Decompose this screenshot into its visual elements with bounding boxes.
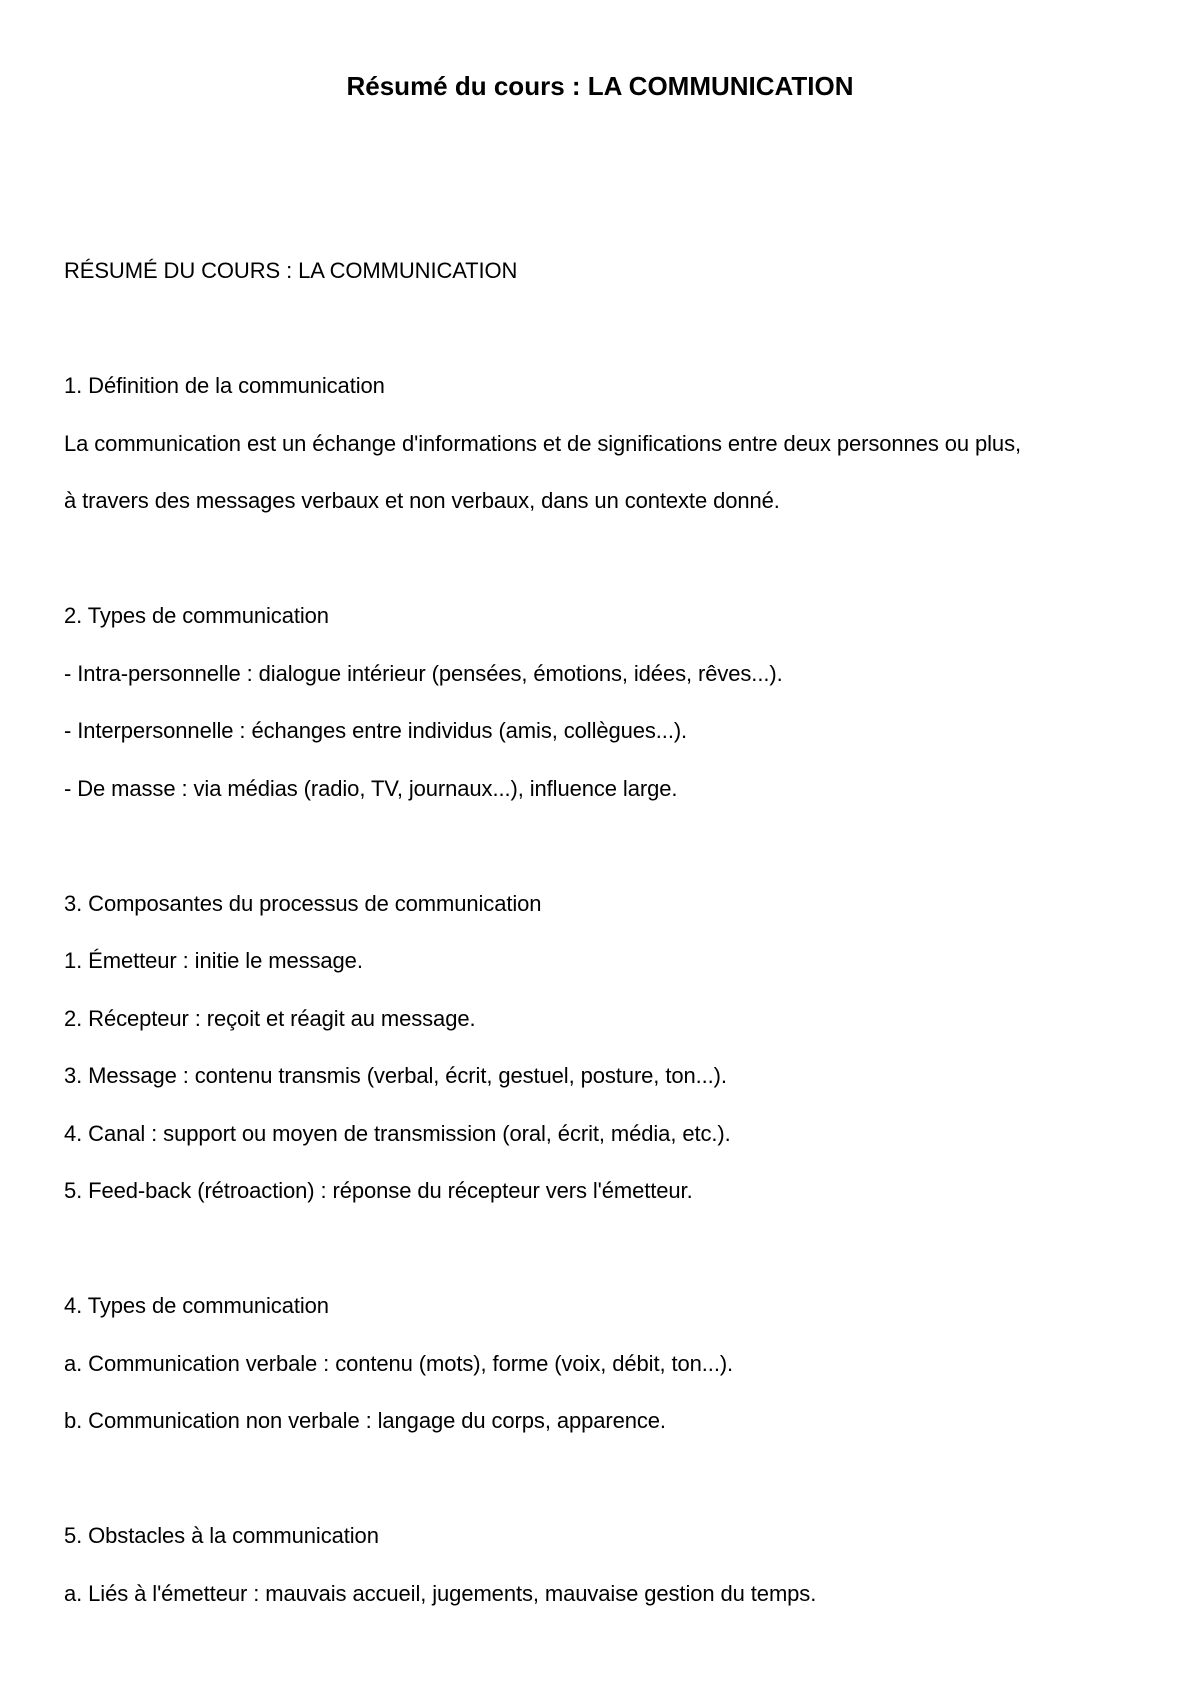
document-title: Résumé du cours : LA COMMUNICATION bbox=[346, 71, 854, 101]
list-item: - De masse : via médias (radio, TV, journaux...), influence large. bbox=[64, 775, 678, 801]
blank-line bbox=[64, 817, 1154, 875]
section-heading-components: 3. Composantes du processus de communication bbox=[64, 890, 542, 916]
paragraph-line: à travers des messages verbaux et non verbaux, dans un contexte donné. bbox=[64, 488, 780, 513]
list-item: a. Liés à l'émetteur : mauvais accueil, jugements, mauvaise gestion du temps. bbox=[64, 1580, 817, 1606]
section-heading-types: 2. Types de communication bbox=[64, 603, 329, 628]
blank-line bbox=[64, 1450, 1154, 1508]
list-item: 4. Canal : support ou moyen de transmission (oral, écrit, média, etc.). bbox=[64, 1120, 731, 1146]
list-item: - Intra-personnelle : dialogue intérieur (pensées, émotions, idées, rêves...). bbox=[64, 660, 783, 686]
document-body bbox=[64, 242, 1154, 1622]
blank-line bbox=[64, 530, 1154, 588]
blank-line bbox=[64, 300, 1154, 358]
list-item: b. Communication non verbale : langage du corps, apparence. bbox=[64, 1408, 666, 1433]
paragraph-line: La communication est un échange d'informations et de significations entre deux personnes ou plus, bbox=[64, 430, 1021, 456]
list-item: a. Communication verbale : contenu (mots), forme (voix, débit, ton...). bbox=[64, 1350, 734, 1376]
list-item: - Interpersonnelle : échanges entre individus (amis, collègues...). bbox=[64, 718, 688, 743]
list-item: 1. Émetteur : initie le message. bbox=[64, 948, 363, 973]
document-heading: RÉSUMÉ DU COURS : LA COMMUNICATION bbox=[64, 258, 518, 283]
list-item: 5. Feed-back (rétroaction) : réponse du récepteur vers l'émetteur. bbox=[64, 1178, 693, 1203]
section-heading-definition: 1. Définition de la communication bbox=[64, 373, 385, 398]
blank-line bbox=[64, 1220, 1154, 1278]
section-heading-verbal-types: 4. Types de communication bbox=[64, 1293, 329, 1318]
section-heading-obstacles: 5. Obstacles à la communication bbox=[64, 1523, 379, 1548]
list-item: 2. Récepteur : reçoit et réagit au message. bbox=[64, 1005, 476, 1031]
list-item: 3. Message : contenu transmis (verbal, écrit, gestuel, posture, ton...). bbox=[64, 1063, 727, 1088]
